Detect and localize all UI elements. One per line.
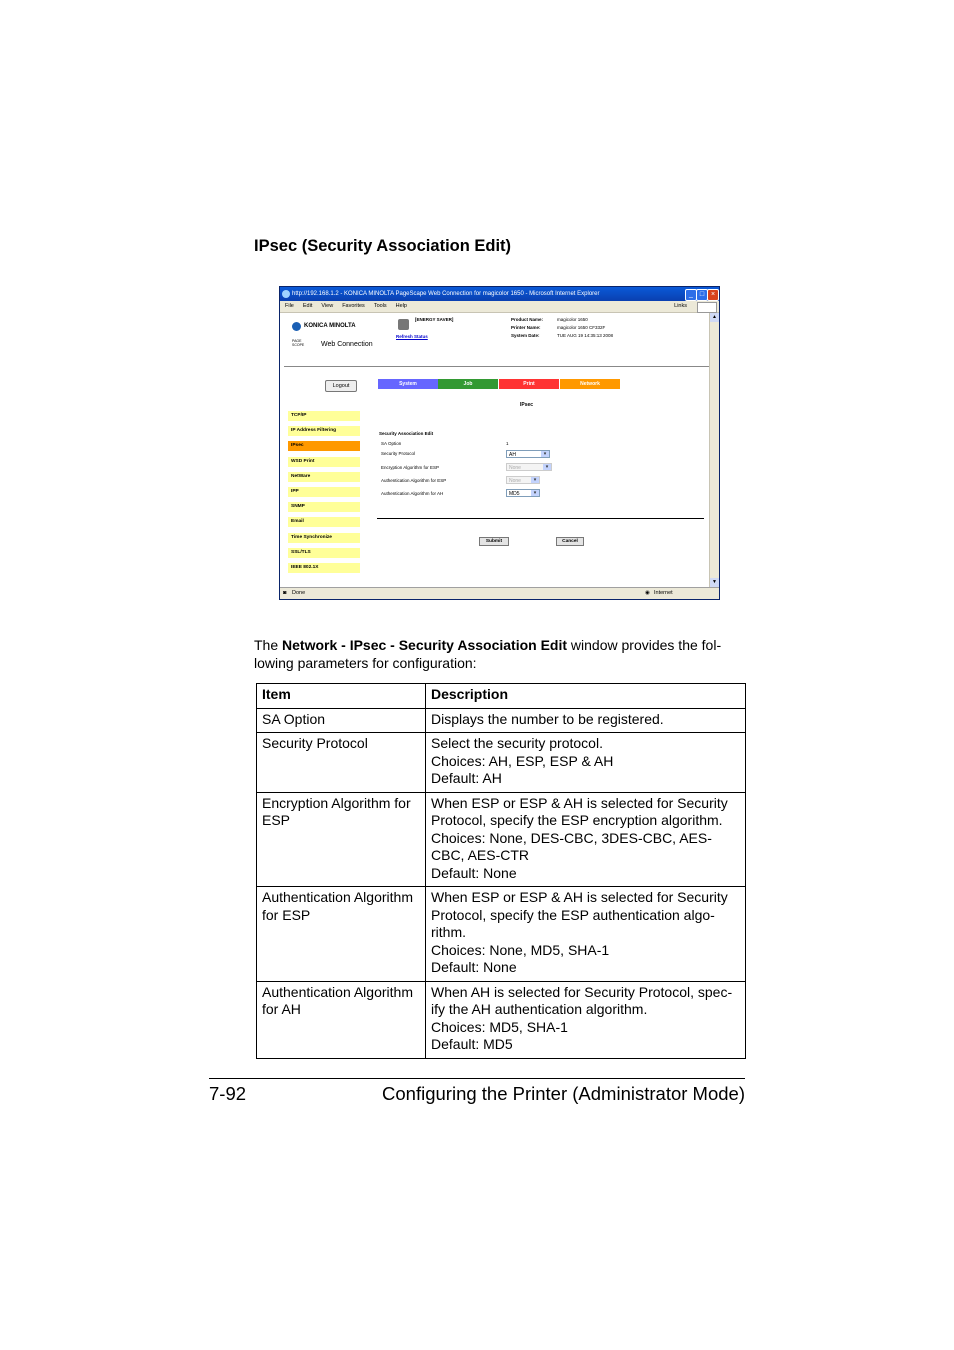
authentication-algorithm-ah-select[interactable]: [506, 489, 540, 497]
description-line: When AH is selected for Security Protocol, spec-ify the AH authentication algorithm.: [431, 983, 733, 1017]
product-name-label: Product Name:: [511, 317, 544, 322]
authentication-algorithm-ah-value: MD5: [509, 491, 520, 497]
parameters-table: [256, 683, 746, 1059]
vertical-scrollbar[interactable]: [709, 313, 719, 587]
menu-file[interactable]: File: [285, 303, 294, 309]
sa-option-label: SA Option: [381, 441, 402, 446]
table-header-row: [257, 684, 746, 709]
close-icon[interactable]: ×: [707, 289, 719, 301]
energy-saver-status: [ENERGY SAVER]: [415, 317, 454, 322]
section-title: IPsec (Security Association Edit): [254, 237, 512, 255]
browser-window-screenshot: [279, 286, 720, 600]
description-line: Default: None: [431, 864, 517, 881]
row-item: Encryption Algorithm for ESP: [257, 792, 426, 887]
footer-rule: [209, 1078, 745, 1079]
page-heading: IPsec: [520, 402, 534, 408]
sidebar-item-wsd-print[interactable]: WSD Print: [288, 457, 360, 467]
security-protocol-select[interactable]: [506, 450, 550, 458]
security-protocol-value: AH: [509, 452, 516, 458]
sidebar-item-ssl-tls[interactable]: SSL/TLS: [288, 548, 360, 558]
sidebar-item-tcp-ip[interactable]: TCP/IP: [288, 411, 360, 421]
pagescope-logo-text: PAGE SCOPE: [292, 339, 305, 347]
encryption-algorithm-esp-select[interactable]: [506, 463, 552, 471]
encryption-algorithm-esp-label: Encryption Algorithm for ESP: [381, 465, 440, 470]
refresh-status-link[interactable]: Refresh Status: [396, 334, 428, 339]
description-line: Default: MD5: [431, 1036, 513, 1052]
sidebar-item-email[interactable]: Email: [288, 517, 360, 527]
status-zone: Internet: [654, 590, 673, 596]
row-item: SA Option: [257, 708, 426, 733]
tab-system[interactable]: System: [378, 379, 438, 389]
product-name-value: magicolor 1650: [557, 317, 588, 322]
konica-minolta-logo-icon: [292, 322, 301, 331]
table-row: [257, 981, 746, 1058]
intro-paragraph: [254, 636, 749, 672]
chevron-down-icon: ▾: [543, 464, 551, 470]
tab-print[interactable]: Print: [499, 379, 559, 389]
header-description: Description: [426, 684, 746, 709]
page-done-icon: ◙: [283, 590, 287, 596]
menu-edit[interactable]: Edit: [302, 303, 313, 309]
maximize-icon[interactable]: □: [696, 289, 708, 301]
menu-help[interactable]: Help: [395, 303, 407, 309]
description-line: Choices: MD5, SHA-1: [431, 1018, 568, 1035]
minimize-icon[interactable]: _: [685, 289, 697, 301]
intro-pre: The: [254, 637, 283, 653]
system-date-value: TUE AUG 19 14:35:13 2008: [557, 333, 614, 338]
printer-name-value: magicolor 1650 CF332F: [557, 325, 606, 330]
tab-job[interactable]: Job: [438, 379, 498, 389]
status-text: Done: [292, 590, 306, 596]
security-protocol-label: Security Protocol: [381, 451, 416, 456]
window-titlebar: [280, 287, 719, 301]
logout-button[interactable]: Logout: [325, 380, 357, 392]
authentication-algorithm-esp-select[interactable]: [506, 476, 540, 484]
description-line: Displays the number to be registered.: [431, 710, 664, 727]
window-title: http://192.168.1.2 - KONICA MINOLTA PageScape Web Connection for magicolor 1650 - Microsoft Internet Explorer: [292, 291, 600, 297]
row-description: [426, 733, 746, 793]
row-item: Authentication Algorithm for ESP: [257, 887, 426, 982]
printer-name-label: Printer Name:: [511, 325, 541, 330]
menu-favorites[interactable]: Favorites: [342, 303, 365, 309]
table-row: [257, 708, 746, 733]
authentication-algorithm-esp-value: None: [509, 478, 521, 484]
tab-network[interactable]: Network: [560, 379, 620, 389]
header-item: Item: [257, 684, 426, 709]
cancel-button[interactable]: Cancel: [556, 537, 584, 546]
web-connection-title: Web Connection: [321, 341, 373, 348]
scroll-up-icon[interactable]: ▲: [710, 313, 719, 322]
authentication-algorithm-ah-label: Authentication Algorithm for AH: [381, 491, 444, 496]
description-line: Choices: AH, ESP, ESP & AH: [431, 752, 614, 769]
intro-bold: Network - IPsec - Security Association Edit: [282, 637, 568, 653]
sidebar-item-ip-address-filtering[interactable]: IP Address Filtering: [288, 426, 360, 436]
menu-view[interactable]: View: [321, 303, 334, 309]
footer-title: Configuring the Printer (Administrator Mode): [382, 1083, 745, 1104]
description-line: Choices: None, MD5, SHA-1: [431, 941, 610, 958]
status-bar: [280, 587, 719, 599]
form-title: Security Association Edit: [379, 431, 434, 436]
row-description: [426, 887, 746, 982]
header-divider: [284, 366, 710, 367]
submit-button[interactable]: Submit: [479, 537, 509, 546]
menu-bar: [280, 301, 719, 313]
ie-icon: [282, 290, 290, 298]
chevron-down-icon: ▾: [531, 490, 539, 496]
encryption-algorithm-esp-value: None: [509, 465, 521, 471]
row-description: [426, 708, 746, 733]
description-line: When ESP or ESP & AH is selected for Security Protocol, specify the ESP authentication algo-rithm.: [431, 889, 728, 940]
sa-option-value: 1: [506, 441, 509, 446]
printer-icon: [398, 319, 409, 330]
links-label[interactable]: Links: [674, 303, 687, 309]
description-line: Default: None: [431, 959, 517, 975]
authentication-algorithm-esp-label: Authentication Algorithm for ESP: [381, 478, 447, 483]
row-item: Security Protocol: [257, 733, 426, 793]
system-date-label: System Date:: [511, 333, 540, 338]
description-line: When ESP or ESP & AH is selected for Security Protocol, specify the ESP encryption algorithm.: [431, 794, 728, 828]
row-description: [426, 792, 746, 887]
chevron-down-icon: ▾: [531, 477, 539, 483]
web-page-content: [280, 313, 709, 587]
windows-logo-icon: [697, 302, 717, 313]
sidebar-item-ieee-802-1x[interactable]: IEEE 802.1X: [288, 563, 360, 573]
description-line: Select the security protocol.: [431, 735, 603, 751]
row-item: Authentication Algorithm for AH: [257, 981, 426, 1058]
sidebar-item-netware[interactable]: NetWare: [288, 472, 360, 482]
menu-tools[interactable]: Tools: [373, 303, 387, 309]
sidebar-item-snmp[interactable]: SNMP: [288, 502, 360, 512]
sidebar-item-ipsec[interactable]: IPsec: [288, 441, 360, 451]
table-row: [257, 887, 746, 982]
sidebar-item-time-synchronize[interactable]: Time Synchronize: [288, 533, 360, 543]
table-row: [257, 733, 746, 793]
scroll-down-icon[interactable]: ▼: [710, 578, 719, 587]
sidebar-item-ipp[interactable]: IPP: [288, 487, 360, 497]
chevron-down-icon: ▾: [541, 451, 549, 457]
page-number: 7-92: [209, 1083, 247, 1104]
brand-name: KONICA MINOLTA: [304, 323, 356, 329]
intro-post: window provides the fol-lowing parameters for configuration:: [254, 637, 722, 671]
description-line: Default: AH: [431, 770, 502, 786]
table-row: [257, 792, 746, 887]
internet-zone-icon: ◉: [645, 590, 650, 596]
row-description: [426, 981, 746, 1058]
form-divider: [377, 518, 704, 519]
description-line: Choices: None, DES-CBC, 3DES-CBC, AES-CBC, AES-CTR: [431, 829, 712, 863]
